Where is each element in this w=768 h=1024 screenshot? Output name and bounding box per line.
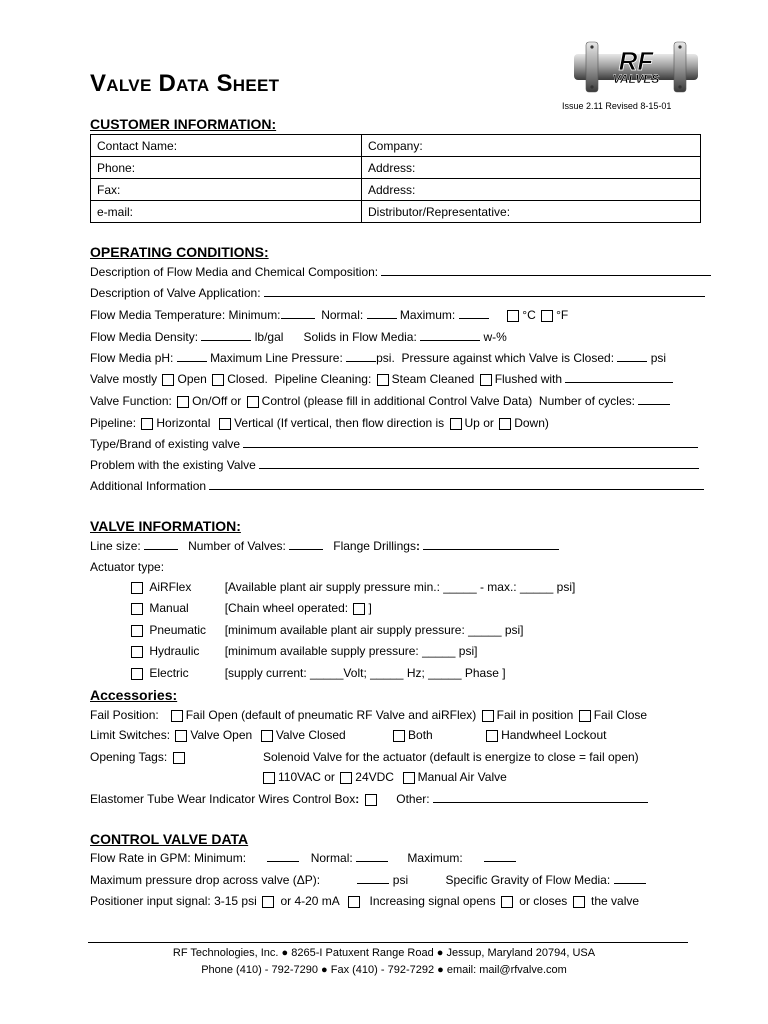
temperature-row: [90, 308, 568, 322]
actuator-electric-row: [129, 666, 506, 680]
24vdc-label: 24VDC: [355, 770, 394, 784]
electric-checkbox[interactable]: [131, 668, 143, 680]
vertical-checkbox[interactable]: [219, 418, 231, 430]
type-brand-label: Type/Brand of existing valve: [90, 437, 241, 451]
limit-valve-open-checkbox[interactable]: [175, 730, 187, 742]
ph-label: Flow Media pH:: [90, 351, 174, 365]
fahrenheit-checkbox[interactable]: [541, 310, 553, 322]
ph-input[interactable]: [177, 351, 207, 362]
flow-min-input[interactable]: [267, 851, 299, 862]
problem-input[interactable]: [259, 458, 699, 469]
positioner-label: Positioner input signal: 3-15 psi: [90, 894, 257, 908]
elastomer-row: [90, 792, 648, 806]
num-cycles-label: Number of cycles:: [538, 394, 635, 408]
solenoid-options-row: [261, 770, 507, 784]
type-brand-input[interactable]: [243, 437, 698, 448]
steam-cleaned-label: Steam Cleaned: [391, 372, 475, 386]
pressure-drop-unit: psi: [392, 873, 409, 887]
up-label: Up or: [464, 416, 494, 430]
pneumatic-label: Pneumatic: [149, 623, 207, 637]
control-checkbox[interactable]: [247, 396, 259, 408]
flow-normal-input[interactable]: [356, 851, 388, 862]
fahrenheit-label: °F: [556, 308, 569, 322]
manual-desc: [Chain wheel operated:: [224, 601, 349, 615]
num-valves-label: Number of Valves:: [188, 539, 286, 553]
fax-field[interactable]: Fax:: [91, 179, 362, 201]
additional-info-input[interactable]: [209, 479, 704, 490]
temp-normal-label: Normal:: [321, 308, 364, 322]
elastomer-label: Elastomer Tube Wear Indicator Wires Control Box: [90, 792, 356, 806]
solids-input[interactable]: [420, 330, 480, 341]
limit-switches-label: Limit Switches:: [90, 728, 171, 742]
down-label: Down): [514, 416, 549, 430]
contact-name-field[interactable]: Contact Name:: [91, 135, 362, 157]
24vdc-checkbox[interactable]: [340, 772, 352, 784]
actuator-hydraulic-row: [129, 644, 477, 658]
pipeline-cleaning-label: Pipeline Cleaning:: [274, 372, 372, 386]
limit-switches-row: [90, 728, 606, 742]
distributor-field[interactable]: Distributor/Representative:: [362, 201, 701, 223]
elastomer-checkbox[interactable]: [365, 794, 377, 806]
num-valves-input[interactable]: [289, 539, 323, 550]
pipeline-label: Pipeline:: [90, 416, 137, 430]
hydraulic-checkbox[interactable]: [131, 646, 143, 658]
pressure-drop-row: [90, 873, 646, 887]
valve-application-row: [90, 286, 705, 300]
temp-normal-input[interactable]: [367, 308, 397, 319]
density-unit: lb/gal: [254, 330, 284, 344]
actuator-airflex-row: [129, 580, 575, 594]
opening-tags-label: Opening Tags:: [90, 750, 168, 764]
valve-mostly-row: [90, 372, 673, 386]
valve-application-input[interactable]: [264, 286, 705, 297]
phone-field[interactable]: Phone:: [91, 157, 362, 179]
handwheel-lockout-checkbox[interactable]: [486, 730, 498, 742]
temp-min-label: Minimum:: [228, 308, 281, 322]
temperature-label: Flow Media Temperature:: [90, 308, 226, 322]
address-field-2[interactable]: Address:: [362, 179, 701, 201]
temp-max-input[interactable]: [459, 308, 489, 319]
valve-function-row: [90, 394, 670, 408]
bracket-close: ]: [368, 601, 372, 615]
actuator-type-label: Actuator type:: [90, 560, 165, 574]
fail-open-checkbox[interactable]: [171, 710, 183, 722]
problem-label: Problem with the existing Valve: [90, 458, 256, 472]
page-title: Valve Data Sheet: [90, 70, 280, 97]
issue-revision: Issue 2.11 Revised 8-15-01: [562, 101, 672, 111]
limit-both-checkbox[interactable]: [393, 730, 405, 742]
4-20-ma-checkbox[interactable]: [348, 896, 360, 908]
elastomer-colon: :: [355, 792, 360, 806]
fail-in-position-label: Fail in position: [496, 708, 574, 722]
4-20-ma-label: or 4-20 mA: [280, 894, 340, 908]
logo-text-rf: RF: [618, 46, 654, 76]
type-brand-row: [90, 437, 698, 451]
horizontal-checkbox[interactable]: [141, 418, 153, 430]
flow-normal-label: Normal:: [310, 851, 353, 865]
line-size-input[interactable]: [144, 539, 178, 550]
on-off-checkbox[interactable]: [177, 396, 189, 408]
customer-heading: CUSTOMER INFORMATION:: [90, 116, 277, 132]
opening-tags-row: [90, 750, 188, 764]
max-line-pressure-label: Maximum Line Pressure:: [210, 351, 343, 365]
solids-unit: w-%: [483, 330, 507, 344]
footer-divider: [88, 942, 688, 943]
pipeline-row: [90, 416, 549, 430]
flow-rate-label: Flow Rate in GPM: Minimum:: [90, 851, 247, 865]
line-size-row: [90, 539, 559, 553]
temp-min-input[interactable]: [281, 308, 315, 319]
pressure-drop-input[interactable]: [357, 873, 389, 884]
flange-drillings-label: Flange Drillings: [333, 539, 416, 553]
or-closes-label: or closes: [519, 894, 568, 908]
density-input[interactable]: [201, 330, 251, 341]
valve-open-label: Valve Open: [190, 728, 253, 742]
pneumatic-desc: [minimum available plant air supply pressure: _____ psi]: [224, 623, 524, 637]
valve-function-label: Valve Function:: [90, 394, 172, 408]
handwheel-lockout-label: Handwheel Lockout: [501, 728, 607, 742]
table-row: [91, 157, 701, 179]
airflex-desc: [Available plant air supply pressure min.: _____ - max.: _____ psi]: [224, 580, 576, 594]
steam-cleaned-checkbox[interactable]: [377, 374, 389, 386]
accessories-heading: Accessories:: [90, 687, 178, 703]
flow-media-description-row: [90, 265, 711, 279]
mostly-open-checkbox[interactable]: [162, 374, 174, 386]
open-label: Open: [177, 372, 207, 386]
table-row: [91, 135, 701, 157]
mostly-closed-checkbox[interactable]: [212, 374, 224, 386]
flow-up-checkbox[interactable]: [450, 418, 462, 430]
table-row: [91, 179, 701, 201]
valve-mostly-label: Valve mostly: [90, 372, 158, 386]
opening-tags-checkbox[interactable]: [173, 752, 185, 764]
celsius-checkbox[interactable]: [507, 310, 519, 322]
specific-gravity-label: Specific Gravity of Flow Media:: [445, 873, 611, 887]
fail-position-label: Fail Position:: [90, 708, 159, 722]
flushed-with-checkbox[interactable]: [480, 374, 492, 386]
flow-media-description-input[interactable]: [381, 265, 711, 276]
additional-info-label: Additional Information: [90, 479, 207, 493]
temp-max-label: Maximum:: [399, 308, 456, 322]
3-15-psi-checkbox[interactable]: [262, 896, 274, 908]
flow-max-label: Maximum:: [407, 851, 463, 865]
valve-closed-label: Valve Closed: [275, 728, 346, 742]
density-label: Flow Media Density:: [90, 330, 199, 344]
control-label: Control (please fill in additional Control Valve Data): [261, 394, 533, 408]
customer-table: [90, 134, 701, 223]
fail-close-label: Fail Close: [593, 708, 648, 722]
company-field[interactable]: Company:: [362, 135, 701, 157]
actuator-pneumatic-row: [129, 623, 524, 637]
horizontal-label: Horizontal: [156, 416, 211, 430]
signal-closes-checkbox[interactable]: [573, 896, 585, 908]
num-cycles-input[interactable]: [638, 394, 670, 405]
hydraulic-label: Hydraulic: [149, 644, 200, 658]
the-valve-label: the valve: [591, 894, 640, 908]
both-label: Both: [408, 728, 433, 742]
solids-label: Solids in Flow Media:: [303, 330, 417, 344]
fail-close-checkbox[interactable]: [579, 710, 591, 722]
other-input[interactable]: [433, 792, 648, 803]
signal-opens-checkbox[interactable]: [501, 896, 513, 908]
pressure-drop-label: Maximum pressure drop across valve (ΔP):: [90, 873, 321, 887]
pressure-against-input[interactable]: [617, 351, 647, 362]
fail-position-row: [90, 708, 647, 722]
address-field-1[interactable]: Address:: [362, 157, 701, 179]
pressure-against-label: Pressure against which Valve is Closed:: [401, 351, 615, 365]
on-off-label: On/Off or: [192, 394, 242, 408]
110vac-label: 110VAC or: [278, 770, 335, 784]
other-label: Other:: [396, 792, 430, 806]
flow-media-description-label: Description of Flow Media and Chemical Composition:: [90, 265, 379, 279]
email-field[interactable]: e-mail:: [91, 201, 362, 223]
ph-pressure-row: [90, 351, 666, 365]
positioner-row: [90, 894, 639, 908]
flange-colon: :: [415, 539, 420, 553]
110vac-checkbox[interactable]: [263, 772, 275, 784]
footer-address: RF Technologies, Inc. ● 8265-I Patuxent Range Road ● Jessup, Maryland 20794, USA: [172, 947, 596, 959]
valve-info-heading: VALVE INFORMATION:: [90, 518, 241, 534]
psi-unit: psi: [650, 351, 667, 365]
flow-down-checkbox[interactable]: [499, 418, 511, 430]
actuator-manual-row: [129, 601, 372, 615]
manual-label: Manual: [149, 601, 189, 615]
flow-max-input[interactable]: [484, 851, 516, 862]
electric-label: Electric: [149, 666, 189, 680]
operating-heading: OPERATING CONDITIONS:: [90, 244, 269, 260]
increasing-label: Increasing signal opens: [369, 894, 496, 908]
density-row: [90, 330, 507, 344]
flange-drillings-input[interactable]: [423, 539, 559, 550]
airflex-label: AiRFlex: [149, 580, 192, 594]
flushed-with-input[interactable]: [565, 372, 673, 383]
additional-info-row: [90, 479, 704, 493]
limit-valve-closed-checkbox[interactable]: [261, 730, 273, 742]
problem-row: [90, 458, 699, 472]
manual-checkbox[interactable]: [131, 603, 143, 615]
electric-desc: [supply current: _____Volt; _____ Hz; _____ Phase ]: [224, 666, 506, 680]
manual-air-valve-label: Manual Air Valve: [417, 770, 507, 784]
vertical-label: Vertical (If vertical, then flow direction is: [234, 416, 445, 430]
chain-wheel-checkbox[interactable]: [353, 603, 365, 615]
valve-application-label: Description of Valve Application:: [90, 286, 261, 300]
line-size-label: Line size:: [90, 539, 141, 553]
closed-label: Closed.: [227, 372, 268, 386]
hydraulic-desc: [minimum available supply pressure: _____ psi]: [224, 644, 478, 658]
table-row: [91, 201, 701, 223]
flow-rate-row: [90, 851, 516, 865]
manual-air-valve-checkbox[interactable]: [403, 772, 415, 784]
rf-valves-logo: [572, 38, 700, 94]
pneumatic-checkbox[interactable]: [131, 625, 143, 637]
airflex-checkbox[interactable]: [131, 582, 143, 594]
celsius-label: °C: [522, 308, 536, 322]
fail-open-label: Fail Open (default of pneumatic RF Valve and aiRFlex): [185, 708, 477, 722]
max-line-pressure-input[interactable]: [346, 351, 376, 362]
psi-unit: psi.: [376, 351, 395, 365]
fail-in-position-checkbox[interactable]: [482, 710, 494, 722]
flushed-with-label: Flushed with: [494, 372, 563, 386]
solenoid-label: Solenoid Valve for the actuator (default is energize to close = fail open): [263, 750, 639, 764]
footer-contact: Phone (410) - 792-7290 ● Fax (410) - 792-7292 ● email: mail@rfvalve.com: [201, 964, 567, 976]
control-valve-heading: CONTROL VALVE DATA: [90, 831, 249, 847]
specific-gravity-input[interactable]: [614, 873, 646, 884]
logo-text-valves: VALVES: [612, 72, 660, 86]
